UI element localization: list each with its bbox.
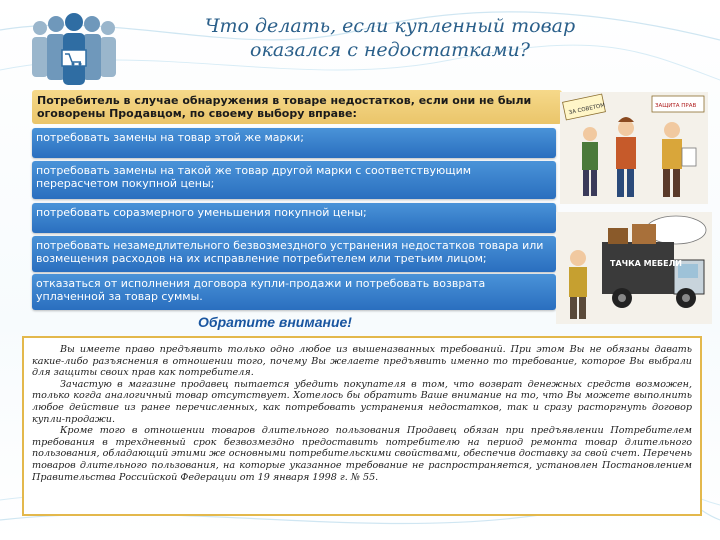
page-title (150, 14, 630, 62)
furniture-truck-illustration (556, 212, 712, 324)
option-replace-other-brand: потребовать замены на такой же товар другой марки с соответствующим перерасчетом покупной цены; (32, 161, 556, 199)
option-replace-same-brand: потребовать замены на товар этой же марки; (32, 128, 556, 158)
consumers-illustration (560, 92, 708, 204)
option-refund: отказаться от исполнения договора купли-продажи и потребовать возврата уплаченной за товар суммы. (32, 274, 556, 310)
sign-right-text: ЗАЩИТА ПРАВ (655, 103, 697, 109)
note-paragraph-3: Кроме того в отношении товаров длительного пользования Продавец обязан при предъявлении Потребителем требования в трехдневный срок безвозмездно предоставить потребителю на период ремонта товар длительного пользования, обладающий этими же основными потребительскими свойствами, обеспечив доставку за свой счет. Перечень товаров длительного пользования, на которые указанное требование не распространяется, установлен Постановлением Правительства Российской Федерации от 19 января 1998 г. № 55. (32, 425, 692, 483)
sign-left-text: ЗА СОВЕТОМ (568, 102, 606, 117)
note-paragraph-2: Зачастую в магазине продавец пытается убедить покупателя в том, что возврат денежных средств возможен, только когда аналогичный товар отсутствует. Хотелось бы обратить Ваше внимание на то, что Вы можете выполнить любое действие из ранее перечисленных, как потребовать устранения недостатков, так и сразу расторгнуть договор купли-продажи. (32, 378, 692, 425)
note-paragraph-1: Вы имеете право предъявить только одно любое из вышеназванных требований. При этом Вы не обязаны давать какие-либо разъяснения в отношении того, почему Вы желаете предъявить именно то требование, которое Вы выбрали для защиты своих прав как потребителя. (32, 344, 692, 379)
people-group-icon (26, 10, 122, 96)
option-free-repair: потребовать незамедлительного безвозмездного устранения недостатков товара или возмещения расходов на их исправление потребителем или третьим лицом; (32, 236, 556, 272)
rights-header: Потребитель в случае обнаружения в товаре недостатков, если они не были оговорены Продавцом, по своему выбору вправе: (32, 90, 562, 124)
truck-label: ТАЧКА МЕБЕЛИ (610, 259, 682, 268)
attention-heading: Обратите внимание! (198, 314, 352, 330)
title-line-2: оказался с недостатками? (250, 39, 530, 61)
title-line-1: Что делать, если купленный товар (204, 15, 576, 37)
notes-panel (22, 336, 702, 516)
option-price-reduction: потребовать соразмерного уменьшения покупной цены; (32, 203, 556, 233)
